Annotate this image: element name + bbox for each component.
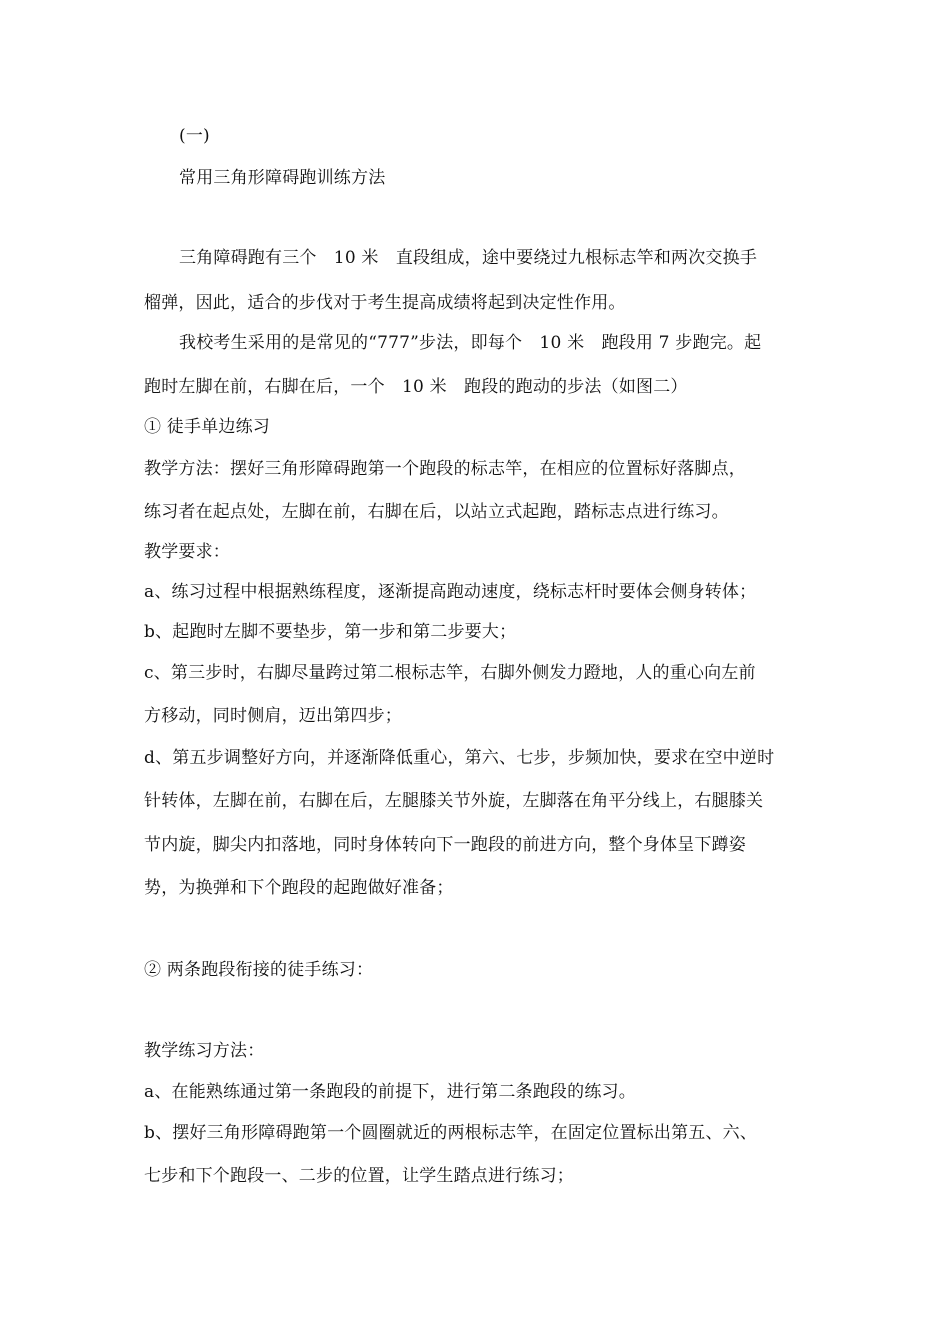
requirement-a: a、练习过程中根据熟练程度，逐渐提高跑动速度，绕标志杆时要体会侧身转体； [144,582,757,602]
teaching-method-line: 教学方法：摆好三角形障碍跑第一个跑段的标志竿，在相应的位置标好落脚点， [144,459,746,479]
exercise-2-method-heading: 教学练习方法： [144,1041,265,1061]
requirement-b: b、起跑时左脚不要垫步，第一步和第二步要大； [144,622,517,642]
exercise-1-heading: ① 徒手单边练习 [144,417,271,437]
requirement-d-line: 节内旋，脚尖内扣落地，同时身体转向下一跑段的前进方向，整个身体呈下蹲姿 [144,835,746,855]
section-title: 常用三角形障碍跑训练方法 [179,168,386,188]
method-paragraph-line: 跑时左脚在前，右脚在后，一个 10 米 跑段的跑动的步法（如图二） [144,377,688,397]
exercise-2-item-b-line: 七步和下个跑段一、二步的位置，让学生踏点进行练习； [144,1166,574,1186]
exercise-2-heading: ② 两条跑段衔接的徒手练习： [144,960,374,980]
method-paragraph-line: 我校考生采用的是常见的“777”步法，即每个 10 米 跑段用 7 步跑完。起 [179,333,762,353]
exercise-2-item-a: a、在能熟练通过第一条跑段的前提下，进行第二条跑段的练习。 [144,1082,636,1102]
intro-paragraph-line: 三角障碍跑有三个 10 米 直段组成，途中要绕过九根标志竿和两次交换手 [179,248,758,268]
exercise-2-item-b-line: b、摆好三角形障碍跑第一个圆圈就近的两根标志竿，在固定位置标出第五、六、 [144,1123,758,1143]
requirement-c-line: 方移动，同时侧肩，迈出第四步； [144,706,402,726]
teaching-method-line: 练习者在起点处，左脚在前，右脚在后，以站立式起跑，踏标志点进行练习。 [144,502,729,522]
section-number: (一) [179,126,210,146]
requirement-c-line: c、第三步时，右脚尽量跨过第二根标志竿，右脚外侧发力蹬地，人的重心向左前 [144,663,756,683]
requirement-d-line: d、第五步调整好方向，并逐渐降低重心，第六、七步，步频加快，要求在空中逆时 [144,748,775,768]
intro-paragraph-line: 榴弹，因此，适合的步伐对于考生提高成绩将起到决定性作用。 [144,293,626,313]
requirement-d-line: 针转体，左脚在前，右脚在后，左腿膝关节外旋，左脚落在角平分线上，右腿膝关 [144,791,764,811]
requirement-d-line: 势，为换弹和下个跑段的起跑做好准备； [144,878,454,898]
requirements-heading: 教学要求： [144,542,230,562]
